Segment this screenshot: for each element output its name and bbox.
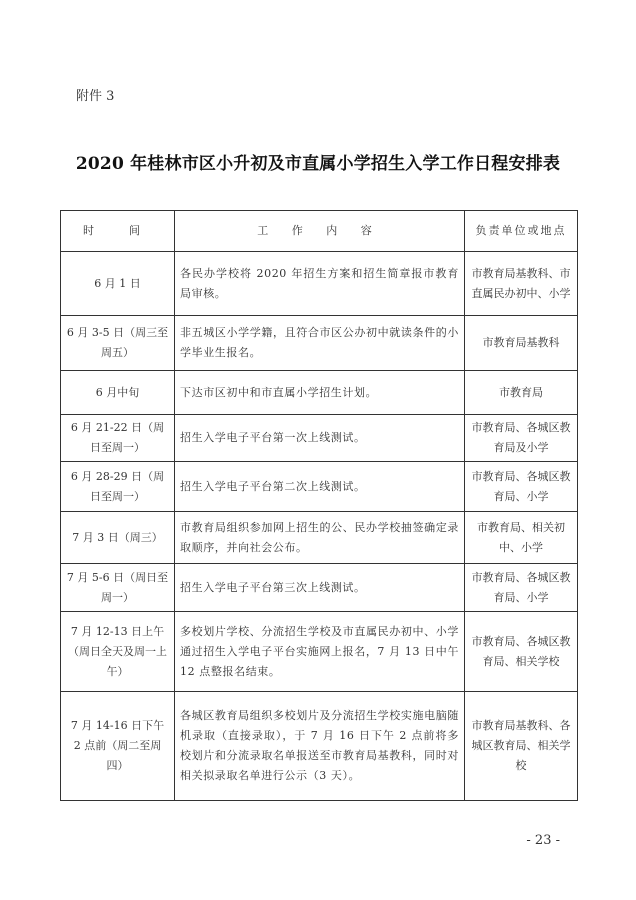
table-header-row	[61, 211, 578, 252]
row-time: 6 月 21-22 日（周日至周一）	[61, 415, 175, 462]
schedule-table	[60, 210, 578, 801]
row-time: 6 月 3-5 日（周三至周五）	[61, 316, 175, 371]
row-content: 各民办学校将 2020 年招生方案和招生简章报市教育局审核。	[175, 252, 465, 316]
row-unit: 市教育局、各城区教育局、相关学校	[465, 612, 578, 692]
row-content: 招生入学电子平台第一次上线测试。	[175, 415, 465, 462]
row-content: 市教育局组织参加网上招生的公、民办学校抽签确定录取顺序，并向社会公布。	[175, 512, 465, 564]
row-unit: 市教育局、各城区教育局、小学	[465, 564, 578, 612]
page-number: - 23 -	[526, 833, 560, 848]
table-row	[61, 415, 578, 462]
annex-label: 附件 3	[76, 89, 115, 104]
row-unit: 市教育局、相关初中、小学	[465, 512, 578, 564]
row-unit: 市教育局、各城区教育局及小学	[465, 415, 578, 462]
table-row	[61, 371, 578, 415]
row-content: 下达市区初中和市直属小学招生计划。	[175, 371, 465, 415]
row-time: 7 月 14-16 日下午 2 点前（周二至周四）	[61, 692, 175, 801]
row-content: 多校划片学校、分流招生学校及市直属民办初中、小学通过招生入学电子平台实施网上报名，7 月 13 日中午 12 点整报名结束。	[175, 612, 465, 692]
table-row	[61, 612, 578, 692]
table-row	[61, 512, 578, 564]
document-title: 2020 年桂林市区小升初及市直属小学招生入学工作日程安排表	[75, 154, 561, 174]
table-row	[61, 316, 578, 371]
table-row	[61, 462, 578, 512]
row-time: 7 月 12-13 日上午（周日全天及周一上午）	[61, 612, 175, 692]
row-content: 各城区教育局组织多校划片及分流招生学校实施电脑随机录取（直接录取），于 7 月 16 日下午 2 点前将多校划片和分流录取名单报送至市教育局基教科，同时对相关拟录取名单进行公示（3 天）。	[175, 692, 465, 801]
row-unit: 市教育局基教科、各城区教育局、相关学校	[465, 692, 578, 801]
table-row	[61, 252, 578, 316]
row-time: 6 月 28-29 日（周日至周一）	[61, 462, 175, 512]
row-time: 7 月 5-6 日（周日至周一）	[61, 564, 175, 612]
header-time: 时 间	[61, 211, 175, 252]
row-content: 招生入学电子平台第二次上线测试。	[175, 462, 465, 512]
header-unit: 负责单位或地点	[465, 211, 578, 252]
row-time: 7 月 3 日（周三）	[61, 512, 175, 564]
row-content: 非五城区小学学籍，且符合市区公办初中就读条件的小学毕业生报名。	[175, 316, 465, 371]
row-unit: 市教育局、各城区教育局、小学	[465, 462, 578, 512]
row-unit: 市教育局	[465, 371, 578, 415]
row-time: 6 月中旬	[61, 371, 175, 415]
table-row	[61, 564, 578, 612]
row-content: 招生入学电子平台第三次上线测试。	[175, 564, 465, 612]
row-time: 6 月 1 日	[61, 252, 175, 316]
table-row	[61, 692, 578, 801]
row-unit: 市教育局基教科	[465, 316, 578, 371]
header-content: 工 作 内 容	[175, 211, 465, 252]
row-unit: 市教育局基教科、市直属民办初中、小学	[465, 252, 578, 316]
